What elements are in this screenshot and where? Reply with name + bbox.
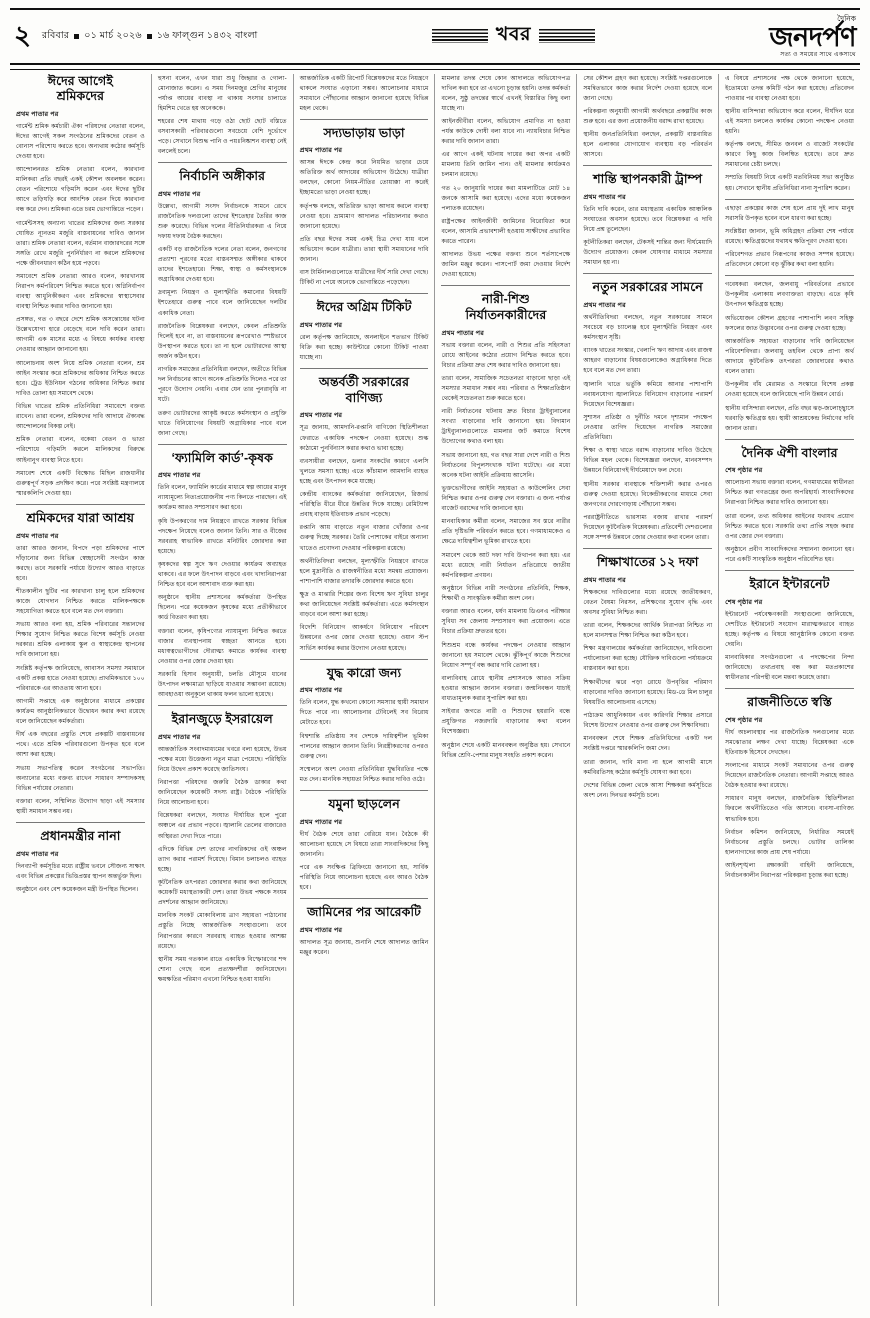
dateline-gregorian: ০১ মার্চ ২০২৬ — [84, 29, 142, 41]
article-divider — [441, 285, 570, 286]
article-divider — [158, 444, 287, 445]
article-divider — [300, 659, 429, 660]
article-paragraph: বিদেশি বিনিয়োগ আকর্ষণে বিনিয়োগ পরিবেশ উন্নয়নের ওপর জোর দেওয়া হয়েছে। ওয়ান স্টপ সার্ভিস কার্যকর করার উদ্যোগ নেওয়া হয়েছে। — [299, 624, 429, 652]
separator-square-icon — [147, 34, 152, 39]
article-paragraph: শ্রমিক নেতারা বলেন, বকেয়া বেতন ও ভাতা পরিশোধে গড়িমসি করলে মালিকদের বিরুদ্ধে আইনানুগ ব্যবস্থা নিতে হবে। — [16, 436, 145, 464]
article-divider — [583, 548, 712, 549]
article-kicker: প্রথম পাতার পর — [583, 193, 626, 201]
article-divider — [583, 273, 712, 274]
article-paragraph: আইনশৃঙ্খলা রক্ষাকারী বাহিনী জানিয়েছে, নির্বাচনকালীন নিরাপত্তা পরিকল্পনা চূড়ান্ত করা হচ্ছে। — [725, 862, 854, 880]
article-paragraph: আগামী সপ্তাহে এক অনুষ্ঠানের মাধ্যমে প্রকল্পের কার্যক্রম আনুষ্ঠানিকভাবে উদ্বোধন করার কথা রয়েছে বলে জানিয়েছেন কর্মকর্তারা। — [16, 697, 145, 726]
article-paragraph: নিরাপত্তা পরিষদের জরুরি বৈঠক ডাকার কথা জানিয়েছেন কয়েকটি সদস্য রাষ্ট্র। বৈঠকে পরিস্থিতি নিয়ে আলোচনা হবে। — [157, 779, 287, 807]
article-paragraph: নাগরিক সমাজের প্রতিনিধিরা বলছেন, অতীতে বিভিন্ন দল নির্বাচনের আগে অনেক প্রতিশ্রুতি দিলেও পরে তা পূরণে উদ্যোগ নেয়নি। এবার যেন তার পুনরাবৃত্তি না ঘটে। — [157, 366, 287, 404]
dateline-day: রবিবার — [41, 29, 70, 41]
article-kicker: শেষ পৃষ্ঠার পর — [725, 467, 763, 475]
rule-left-icon — [432, 29, 488, 43]
article-paragraph: সরকারি হিসাব অনুযায়ী, চলতি মৌসুমে ধানের উৎপাদন লক্ষ্যমাত্রা ছাড়িয়ে যাওয়ার সম্ভাবনা রয়েছে। আবহাওয়া অনুকূলে থাকায় ফলন ভালো হয়েছে। — [157, 671, 287, 699]
masthead-center — [257, 20, 769, 52]
article-headline[interactable]: শিক্ষাখাতের ১২ দফা — [597, 555, 699, 570]
article-paragraph: রাষ্ট্রপক্ষের আইনজীবী জামিনের বিরোধিতা করে বলেন, আসামি প্রভাবশালী হওয়ায় সাক্ষীদের প্রভাবিত করতে পারেন। — [441, 217, 571, 245]
article-paragraph: এদিকে বিভিন্ন দেশ তাদের নাগরিকদের ওই অঞ্চল ত্যাগ করার পরামর্শ দিয়েছে। বিমান চলাচলও ব্যাহত হচ্ছে। — [157, 845, 287, 873]
article-headline[interactable]: যুদ্ধ কারো জন্য — [326, 665, 402, 680]
article-kicker: প্রথম পাতার পর — [157, 733, 201, 741]
rule-right-icon — [539, 29, 595, 43]
article-divider — [16, 504, 145, 505]
article-paragraph: আইনজীবীরা বলেন, অভিযোগ প্রমাণিত না হওয়া পর্যন্ত কাউকে দোষী বলা যাবে না। ন্যায়বিচার নিশ্চিত করার দাবি জানান তারা। — [441, 117, 571, 145]
article-paragraph: প্রসঙ্গত, গত ৩ বছরে দেশে শ্রমিক অসন্তোষের ঘটনা উল্লেখযোগ্য হারে বেড়েছে বলে দাবি করেন তারা। আগামী এক মাসের মধ্যে এ বিষয়ে কার্যকর ব্যবস্থা নেওয়ার আহ্বান জানানো হয়। — [16, 316, 145, 354]
article-headline[interactable]: শান্তি স্থাপনকারী ট্রাম্প — [593, 172, 703, 187]
dateline — [42, 29, 258, 44]
article-paragraph: কেন্দ্রীয় ব্যাংকের কর্মকর্তারা জানিয়েছেন, রিজার্ভ পরিস্থিতি ধীরে ধীরে উন্নতির দিকে যাচ্ছে। রেমিট্যান্স প্রবাহ বাড়ায় ইতিবাচক প্রভাব পড়েছে। — [299, 491, 429, 519]
article-paragraph: শহরের শেষ মাথায় গড়ে ওঠা ছোট ছোট বস্তিতে বসবাসকারী পরিবারগুলো সবচেয়ে বেশি দুর্ভোগে পড়ে। সেখানে বিশুদ্ধ পানি ও পয়ঃনিষ্কাশন ব্যবস্থা নেই বললেই চলে। — [157, 117, 287, 156]
article-headline[interactable]: ইরানজুড়ে ইসরায়েল — [171, 712, 273, 727]
article-paragraph: বিশ্লেষকরা বলছেন, সংঘাত দীর্ঘায়িত হলে পুরো অঞ্চলে এর প্রভাব পড়বে। জ্বালানি তেলের বাজারেও অস্থিরতা দেখা দিতে পারে। — [157, 812, 287, 840]
article-headline[interactable]: রাজনীতিতে স্বস্তি — [747, 695, 832, 710]
article-paragraph: রেল কর্তৃপক্ষ জানিয়েছে, অনলাইনে শতভাগ টিকিট বিক্রি করা হচ্ছে। কাউন্টারে কোনো টিকিট পাওয়া যাচ্ছে না। — [299, 334, 429, 362]
article-paragraph: সাইবার জগতে নারী ও শিশুদের হয়রানি বন্ধে প্রযুক্তিগত নজরদারি বাড়ানোর কথা বলেন বিশেষজ্ঞরা। — [441, 708, 571, 736]
article-paragraph: গত ২০ জানুয়ারি দায়ের করা মামলাটিতে মোট ১৪ জনকে আসামি করা হয়েছে। এদের মধ্যে কয়েকজন পলাতক রয়েছেন। — [441, 184, 571, 212]
article-paragraph: সভায় সভাপতিত্ব করেন সংগঠনের সভাপতি। অন্যান্যের মধ্যে বক্তব্য রাখেন সাধারণ সম্পাদকসহ বিভিন্ন পর্যায়ের নেতারা। — [16, 764, 145, 792]
news-column — [10, 74, 151, 1306]
article-paragraph: অনুষ্ঠান শেষে একটি মানববন্ধন অনুষ্ঠিত হয়। সেখানে বিভিন্ন শ্রেণি-পেশার মানুষ সংহতি প্রকাশ করেন। — [441, 741, 571, 759]
article-paragraph: অনুষ্ঠানে প্রবীণ সাংবাদিকদের সম্মাননা জানানো হয়। পরে একটি সাংস্কৃতিক অনুষ্ঠান পরিবেশিত হয়। — [725, 545, 854, 563]
article-divider — [158, 705, 287, 706]
article-paragraph: হুসনা বলেন, এখন যারা শুধু জিহ্বার ও গোলা-মোনাজাত করেন। এ সময় দিনমজুর শ্রেণির মানুষের পর্যাপ্ত আয়ের ব্যবস্থা না থাকায় সংসার চালাতে হিমশিম খেতে হয় অনেককে। — [157, 74, 287, 112]
masthead-left — [14, 23, 257, 49]
article-paragraph: স্থানীয় সময় গতকাল রাতে একাধিক বিস্ফোরণের শব্দ শোনা গেছে বলে প্রত্যক্ষদর্শীরা জানিয়েছেন। ক্ষয়ক্ষতির পরিমাণ এখনো নিশ্চিত হওয়া যায়নি। — [157, 955, 287, 983]
article-paragraph: তিনি দাবি করেন, তার মধ্যস্থতায় একাধিক আঞ্চলিক সংঘাতের অবসান হয়েছে। তবে বিশ্লেষকরা এ দাবি নিয়ে প্রশ্ন তুলেছেন। — [583, 205, 713, 233]
news-column — [434, 74, 576, 1306]
article-paragraph: সংশ্লিষ্টরা জানান, ভূমি অধিগ্রহণ প্রক্রিয়া শেষ পর্যায়ে রয়েছে। ক্ষতিগ্রস্তদের যথাযথ ক্ষতিপূরণ দেওয়া হবে। — [725, 227, 854, 245]
dateline-bengali: ১৬ ফাল্গুন ১৪৩২ বাংলা — [156, 29, 258, 41]
article-divider — [725, 199, 854, 200]
article-paragraph: দিনব্যাপী কর্মসূচির মধ্যে রাষ্ট্রীয় ভবনে সৌজন্য সাক্ষাৎ এবং বিভিন্ন প্রকল্পের ভিত্তিপ্রস্তর স্থাপন অন্তর্ভুক্ত ছিল। — [16, 862, 145, 880]
article-paragraph: রপ্তানি আয় বাড়াতে নতুন বাজার খোঁজার ওপর গুরুত্ব দিচ্ছে সরকার। তৈরি পোশাকের বাইরে অন্যান্য খাতেও প্রণোদনা দেওয়ার পরিকল্পনা রয়েছে। — [299, 524, 429, 552]
article-paragraph: সমাবেশ থেকে আট দফা দাবি উত্থাপন করা হয়। এর মধ্যে রয়েছে নারী নির্যাতন প্রতিরোধে জাতীয় কর্মপরিকল্পনা প্রণয়ন। — [441, 551, 571, 579]
article-headline[interactable]: ‘ফ্যামিলি কার্ড’-কৃষক — [171, 450, 273, 465]
article-paragraph: এর আগে একই ঘটনায় দায়ের করা অপর একটি মামলায় তিনি জামিন পান। ওই মামলার কার্যক্রমও চলমান রয়েছে। — [441, 151, 571, 179]
article-divider — [725, 570, 854, 571]
article-headline[interactable]: দৈনিক ঐশী বাংলার — [741, 445, 838, 460]
article-paragraph: কর্তৃপক্ষ বলছে, অতিরিক্ত ভাড়া আদায় করলে ব্যবস্থা নেওয়া হবে। ভ্রাম্যমাণ আদালত পরিচালনার কথাও জানানো হয়েছে। — [299, 202, 429, 230]
article-paragraph: অনুষ্ঠানে এবং বেশ কয়েকজন মন্ত্রী উপস্থিত ছিলেন। — [16, 885, 139, 893]
article-paragraph: শীতকালীন ছুটির পর কারখানা চালু হলে শ্রমিকদের কাজে যোগদান নিশ্চিত করতে মালিকপক্ষকে সহযোগিতা করতে হবে বলে মত দেন বক্তারা। — [16, 587, 145, 615]
article-paragraph: সুশাসন প্রতিষ্ঠা ও দুর্নীতি দমনে দৃশ্যমান পদক্ষেপ নেওয়ার তাগিদ দিয়েছেন নাগরিক সমাজের প্রতিনিধিরা। — [583, 413, 713, 442]
masthead — [10, 8, 860, 65]
article-paragraph: প্রতি বছর ঈদের সময় একই চিত্র দেখা যায় বলে অভিযোগ করেন যাত্রীরা। তারা স্থায়ী সমাধানের দাবি জানান। — [299, 236, 429, 264]
article-paragraph: অভিযোজন কৌশল গ্রহণের পাশাপাশি লবণ সহিষ্ণু ফসলের জাত উদ্ভাবনের ওপর গুরুত্ব দেওয়া হচ্ছে। — [725, 314, 854, 332]
article-paragraph: একটি বড় রাজনৈতিক দলের নেতা বলেন, জনগণের প্রত্যাশা পূরণের মতো বাস্তবসম্মত অঙ্গীকার থাকবে তাদের ইশতেহারে। শিক্ষা, স্বাস্থ্য ও কর্মসংস্থানকে অগ্রাধিকার দেওয়া হবে। — [157, 246, 287, 284]
article-paragraph: তিনি বলেন, যুদ্ধ কখনো কোনো সমস্যার স্থায়ী সমাধান দিতে পারে না। আলোচনার টেবিলেই সব বিরোধ মেটাতে হবে। — [299, 699, 429, 727]
article-paragraph: সভায় আরও বলা হয়, শ্রমিক পরিবারের সন্তানদের শিক্ষার সুযোগ নিশ্চিত করতে বিশেষ কর্মসূচি নেওয়া দরকার। শ্রমিক এলাকায় স্কুল ও স্বাস্থ্যকেন্দ্র স্থাপনের দাবি জানানো হয়। — [16, 621, 145, 659]
article-paragraph: শিক্ষার্থীদের ঝরে পড়া রোধে উপবৃত্তির পরিমাণ বাড়ানোর দাবিও জানানো হয়েছে। মিড-ডে মিল চালুর বিষয়টিও আলোচনায় এসেছে। — [583, 678, 713, 706]
article-paragraph: মানবিক সংকট মোকাবিলায় ত্রাণ সহায়তা পাঠানোর প্রস্তুতি নিচ্ছে আন্তর্জাতিক সংস্থাগুলো। তবে নিরাপত্তার কারণে সরবরাহ ব্যাহত হওয়ার আশঙ্কা রয়েছে। — [157, 912, 287, 950]
article-paragraph: ব্যাংক খাতের সংস্কার, খেলাপি ঋণ আদায় এবং রাজস্ব আহরণ বাড়ানোর বিষয়গুলোকেও অগ্রাধিকার দিতে হবে বলে মত দেন তারা। — [583, 347, 713, 375]
article-paragraph: স্থানীয় বাসিন্দারা বলছেন, প্রতি বছর ঝড়-জলোচ্ছ্বাসে ঘরবাড়ি ক্ষতিগ্রস্ত হয়। স্থায়ী আশ্রয়কেন্দ্র নির্মাণের দাবি জানান তারা। — [725, 404, 854, 432]
masthead-right — [769, 15, 856, 58]
article-headline[interactable]: জামিনের পর আরেকটি — [307, 905, 421, 920]
article-kicker: প্রথম পাতার পর — [157, 190, 201, 198]
section-title: খবর — [495, 24, 531, 46]
article-paragraph: কর্তৃপক্ষ বলছে, সীমিত জনবল ও বাজেট সংকটের কারণে কিছু কাজ বিলম্বিত হয়েছে। তবে দ্রুত সমাধানের চেষ্টা চলছে। — [725, 141, 854, 169]
article-divider — [725, 439, 854, 440]
article-paragraph: বক্তারা বলেন, কৃষিপণ্যের ন্যায্যমূল্য নিশ্চিত করতে বাজার ব্যবস্থাপনায় স্বচ্ছতা আনতে হবে। মধ্যস্বত্বভোগীদের দৌরাত্ম্য কমাতে কার্যকর ব্যবস্থা নেওয়ার ওপর জোর দেওয়া হয়। — [157, 627, 287, 665]
article-divider — [583, 165, 712, 166]
column-container — [10, 69, 860, 1306]
article-paragraph: ইন্টারনেট পর্যবেক্ষণকারী সংস্থাগুলো জানিয়েছে, দেশটিতে ইন্টারনেট সংযোগ মারাত্মকভাবে ব্যাহত হচ্ছে। কর্তৃপক্ষ এ বিষয়ে আনুষ্ঠানিক কোনো বক্তব্য দেয়নি। — [725, 610, 854, 648]
article-kicker: প্রথম পাতার পর — [299, 926, 343, 934]
article-paragraph: তারা জানান, দাবি মানা না হলে আগামী মাসে কর্মবিরতিসহ কঠোর কর্মসূচি ঘোষণা করা হবে। — [583, 758, 713, 776]
article-paragraph: পাঠ্যক্রম আধুনিকায়ন এবং কারিগরি শিক্ষার প্রসারে বিশেষ উদ্যোগ নেওয়ার ওপর গুরুত্ব দেন শিক্ষাবিদরা। — [583, 711, 713, 730]
article-paragraph: পরে এক সংক্ষিপ্ত ব্রিফিংয়ে জানানো হয়, সার্বিক পরিস্থিতি নিয়ে আলোচনা হয়েছে এবং আরও বৈঠক হবে। — [299, 863, 429, 891]
article-headline[interactable]: সদ্যভাড়ায় ভাড়া — [323, 125, 405, 140]
separator-square-icon — [74, 34, 79, 39]
article-headline[interactable]: প্রধানমন্ত্রীর নানা — [40, 829, 121, 843]
article-divider — [725, 688, 854, 689]
article-paragraph: এ বিষয়ে প্রশাসনের পক্ষ থেকে জানানো হয়েছে, ইতোমধ্যে তদন্ত কমিটি গঠন করা হয়েছে। প্রতিবেদন পাওয়ার পর ব্যবস্থা নেওয়া হবে। — [725, 74, 854, 102]
article-paragraph: উল্লেখ্য, আগামী সংসদ নির্বাচনকে সামনে রেখে রাজনৈতিক দলগুলো তাদের ইশতেহার তৈরির কাজ শুরু করেছে। বিভিন্ন দলের নীতিনির্ধারকরা এ নিয়ে দফায় দফায় বৈঠক করছেন। — [157, 202, 287, 240]
article-paragraph: উপকূলীয় বাঁধ মেরামত ও সংস্কারে বিশেষ প্রকল্প নেওয়া হয়েছে বলে জানিয়েছে পানি উন্নয়ন বোর্ড। — [725, 381, 854, 399]
article-paragraph: আন্তর্জাতিক সহায়তা বাড়ানোর দাবি জানিয়েছেন পরিবেশবিদরা। জলবায়ু তহবিল থেকে প্রাপ্য অর্থ আদায়ে কূটনৈতিক তৎপরতা জোরদারের কথাও বলেন তারা। — [725, 337, 854, 375]
article-paragraph: দীর্ঘ বৈঠক শেষে তারা বেরিয়ে যান। বৈঠকে কী আলোচনা হয়েছে সে বিষয়ে তারা সাংবাদিকদের কিছু জানাননি। — [299, 830, 429, 858]
article-paragraph: ব্যবসায়ীরা বলছেন, ডলার সংকটের কারণে এলসি খুলতে সমস্যা হচ্ছে। এতে কাঁচামাল আমদানি ব্যাহত হচ্ছে এবং উৎপাদন কমে যাচ্ছে। — [299, 457, 429, 485]
article-paragraph: তিনি বলেন, ফ্যামিলি কার্ডের মাধ্যমে স্বল্প আয়ের মানুষ ন্যায্যমূল্যে নিত্যপ্রয়োজনীয় পণ্য কিনতে পারছেন। এই কার্যক্রম আরও সম্প্রসারণ করা হবে। — [157, 484, 287, 512]
article-kicker: প্রথম পাতার পর — [157, 472, 201, 480]
article-paragraph: অর্থনীতিবিদরা বলছেন, মূল্যস্ফীতি নিয়ন্ত্রণে রাখতে হলে মুদ্রানীতি ও রাজস্বনীতির মধ্যে সমন্বয় প্রয়োজন। পাশাপাশি বাজার তদারকি জোরদার করতে হবে। — [299, 557, 429, 585]
article-paragraph: কূটনৈতিক তৎপরতা জোরদার করার কথা জানিয়েছে কয়েকটি মধ্যস্থতাকারী দেশ। তারা উভয় পক্ষকে সংযম প্রদর্শনের আহ্বান জানিয়েছে। — [157, 879, 287, 907]
article-kicker: প্রথম পাতার পর — [16, 532, 59, 540]
article-kicker: প্রথম পাতার পর — [16, 850, 59, 858]
article-headline[interactable]: ইরানে ইন্টারনেট — [749, 577, 830, 592]
article-paragraph: বাস টার্মিনালগুলোতে যাত্রীদের দীর্ঘ সারি দেখা গেছে। টিকিট না পেয়ে অনেকে ভোগান্তিতে পড়েছেন। — [299, 269, 429, 287]
article-paragraph: পরিবেশগত প্রভাব নিরূপণের কাজও সম্পন্ন হয়েছে। প্রতিবেদনে কোনো বড় ঝুঁকির কথা বলা হয়নি। — [725, 251, 854, 269]
article-paragraph: ক্ষুদ্র ও মাঝারি শিল্পের জন্য বিশেষ ঋণ সুবিধা চালুর কথা জানিয়েছেন সংশ্লিষ্ট কর্মকর্তারা। এতে কর্মসংস্থান বাড়বে বলে আশা করা হচ্ছে। — [299, 591, 429, 619]
article-paragraph: কূটনীতিকরা বলছেন, টেকসই শান্তির জন্য দীর্ঘমেয়াদি উদ্যোগ প্রয়োজন। কেবল ঘোষণার মাধ্যমে সমস্যার সমাধান হয় না। — [583, 239, 713, 267]
article-paragraph: আদালত সূত্র জানায়, শুনানি শেষে আদালত জামিন মঞ্জুর করেন। — [299, 938, 429, 956]
article-paragraph: বাল্যবিবাহ রোধে স্থানীয় প্রশাসনকে আরও সক্রিয় হওয়ার আহ্বান জানান বক্তারা। জন্মনিবন্ধন যাচাই বাধ্যতামূলক করার সুপারিশ করা হয়। — [441, 674, 571, 702]
article-kicker: প্রথম পাতার পর — [299, 818, 343, 826]
article-paragraph: শিক্ষা ও স্বাস্থ্য খাতে বরাদ্দ বাড়ানোর দাবিও উঠেছে বিভিন্ন মহল থেকে। বিশেষজ্ঞরা বলছেন, মানবসম্পদ উন্নয়নে বিনিয়োগই দীর্ঘমেয়াদে ফল দেবে। — [583, 447, 713, 475]
article-paragraph: কৃষি উপকরণের দাম নিয়ন্ত্রণে রাখতে সরকার বিভিন্ন পদক্ষেপ নিয়েছে বলেও জানান তিনি। সার ও বীজের সরবরাহ স্বাভাবিক রাখতে মনিটরিং জোরদার করা হয়েছে। — [157, 517, 287, 555]
article-paragraph: তারা আরও জানান, বিপদে পড়া শ্রমিকদের পাশে দাঁড়ানোর জন্য বিভিন্ন স্বেচ্ছাসেবী সংগঠন কাজ করছে। তবে সরকারি পর্যায়ে উদ্যোগ আরও বাড়াতে হবে। — [16, 544, 145, 582]
article-paragraph: বক্তারা বলেন, সম্মিলিত উদ্যোগ ছাড়া এই সমস্যার স্থায়ী সমাধান সম্ভব নয়। — [16, 797, 145, 815]
article-paragraph: সের কৌশল গ্রহণ করা হয়েছে। সংশ্লিষ্ট দপ্তরগুলোকে সমন্বিতভাবে কাজ করার নির্দেশ দেওয়া হয়েছে বলে জানা গেছে। — [583, 74, 713, 102]
article-paragraph: এছাড়া প্রকল্পের কাজ শেষ হলে প্রায় দুই লাখ মানুষ সরাসরি উপকৃত হবেন বলে ধারণা করা হচ্ছে। — [725, 204, 854, 222]
article-headline[interactable]: ঈদের আগেই শ্রমিকদের — [47, 73, 113, 104]
article-kicker: প্রথম পাতার পর — [16, 110, 59, 118]
article-paragraph: অর্থনীতিবিদরা বলছেন, নতুন সরকারের সামনে সবচেয়ে বড় চ্যালেঞ্জ হবে মূল্যস্ফীতি নিয়ন্ত্রণ এবং কর্মসংস্থান সৃষ্টি। — [583, 313, 713, 342]
news-column — [151, 74, 293, 1306]
article-paragraph: গার্মেন্ট শ্রমিক কর্মচারী ঐক্য পরিষদের নেতারা বলেন, ঈদের আগেই সকল সংগঠনের শ্রমিকদের বেতন ও বোনাস পরিশোধ করতে হবে। অন্যথায় কঠোর কর্মসূচি দেওয়া হবে। — [16, 122, 145, 160]
article-paragraph: আলোচনা সভায় বক্তারা বলেন, গণমাধ্যমের স্বাধীনতা নিশ্চিত করা গণতন্ত্রের জন্য অপরিহার্য। সাংবাদিকদের নিরাপত্তা নিশ্চিত করার দাবিও জানানো হয়। — [725, 479, 854, 507]
article-paragraph: আদালত উভয় পক্ষের বক্তব্য শুনে শর্তসাপেক্ষে জামিন মঞ্জুর করেন। পাসপোর্ট জমা দেওয়ার নির্দেশ দেওয়া হয়েছে। — [441, 251, 571, 279]
article-paragraph: সমাবেশে শ্রমিক নেতারা আরও বলেন, কারখানায় নিরাপদ কর্মপরিবেশ নিশ্চিত করতে হবে। অগ্নিনির্বাপণ ব্যবস্থা আধুনিকীকরণ এবং শ্রমিকদের স্বাস্থ্যসেবার ব্যবস্থা নিশ্চিত করার দাবিও জানানো হয়। — [16, 272, 145, 311]
article-paragraph: পরিকল্পনা অনুযায়ী আগামী অর্থবছরে প্রকল্পটির কাজ শুরু হবে। এর জন্য প্রয়োজনীয় বরাদ্দ রাখা হয়েছে। — [583, 107, 713, 125]
article-paragraph: সমাবেশ শেষে একটি বিক্ষোভ মিছিল রাজধানীর গুরুত্বপূর্ণ সড়ক প্রদক্ষিণ করে। পরে সংশ্লিষ্ট মন্ত্রণালয়ে স্মারকলিপি দেওয়া হয়। — [16, 469, 145, 497]
page-number: ২ — [14, 21, 31, 51]
article-paragraph: স্থানীয় বাসিন্দারা অভিযোগ করে বলেন, দীর্ঘদিন ধরে এই সমস্যা চললেও কার্যকর কোনো পদক্ষেপ নেওয়া হয়নি। — [725, 107, 854, 135]
article-paragraph: জ্বালানি খাতে ভর্তুকি কমিয়ে আনার পাশাপাশি নবায়নযোগ্য জ্বালানিতে বিনিয়োগ বাড়ানোর পরামর্শ দিয়েছেন বিশেষজ্ঞরা। — [583, 380, 713, 408]
article-paragraph: গার্মেন্টসসহ অন্যান্য খাতের শ্রমিকদের জন্য সরকার ঘোষিত ন্যূনতম মজুরি বাস্তবায়নের দাবিও জানান তারা। শ্রমিক নেতারা বলেন, বর্তমান বাজারদরের সঙ্গে সঙ্গতি রেখে মজুরি পুনর্নির্ধারণ না করলে শ্রমিকদের পক্ষে জীবনধারণ কঠিন হয়ে পড়বে। — [16, 219, 145, 267]
article-headline[interactable]: নির্বাচনি অঙ্গীকার — [179, 169, 266, 184]
article-paragraph: সম্প্রতি বিষয়টি নিয়ে একটি মতবিনিময় সভা অনুষ্ঠিত হয়। সেখানে স্থানীয় প্রতিনিধিরা নানা সুপারিশ করেন। — [725, 174, 854, 192]
article-divider — [300, 293, 429, 294]
news-column — [576, 74, 718, 1306]
article-paragraph: সাধারণ মানুষ বলছেন, রাজনৈতিক স্থিতিশীলতা ফিরলে অর্থনীতিতেও গতি আসবে। ব্যবসা-বাণিজ্য স্বাভাবিক হবে। — [725, 795, 854, 823]
article-paragraph: তারা বলেন, সামাজিক সচেতনতা বাড়ানো ছাড়া এই সমস্যার সমাধান সম্ভব নয়। পরিবার ও শিক্ষাপ্রতিষ্ঠান থেকেই সচেতনতা শুরু করতে হবে। — [441, 374, 571, 402]
article-headline[interactable]: ঈদের অগ্রিম টিকিট — [316, 300, 412, 315]
article-divider — [725, 275, 854, 276]
article-paragraph: আসন্ন ঈদকে কেন্দ্র করে নিয়মিত ভাড়ার চেয়ে অতিরিক্ত অর্থ আদায়ের অভিযোগ উঠেছে। যাত্রীরা বলছেন, কোনো নিয়ম-নীতির তোয়াক্কা না করেই ইচ্ছামতো ভাড়া নেওয়া হচ্ছে। — [299, 159, 429, 197]
article-paragraph: মানবাধিকার কর্মীরা বলেন, সমাজের সব স্তরে নারীর প্রতি দৃষ্টিভঙ্গি পরিবর্তন করতে হবে। গণমাধ্যমকেও এ ক্ষেত্রে দায়িত্বশীল ভূমিকা রাখতে হবে। — [441, 518, 571, 546]
article-paragraph: সভায় বক্তারা বলেন, নারী ও শিশুর প্রতি সহিংসতা রোধে আইনের কঠোর প্রয়োগ নিশ্চিত করতে হবে। বিচার প্রক্রিয়া দ্রুত শেষ করার দাবিও জানানো হয়। — [441, 341, 571, 369]
article-kicker: প্রথম পাতার পর — [299, 147, 343, 155]
article-headline[interactable]: শ্রমিকদের যারা আশ্রয় — [26, 510, 135, 525]
article-paragraph: শিশুশ্রম বন্ধে কার্যকর পদক্ষেপ নেওয়ার আহ্বান জানানো হয় সমাবেশ থেকে। ঝুঁকিপূর্ণ কাজে শিশুদের নিয়োগ সম্পূর্ণ বন্ধ করার দাবি তোলা হয়। — [441, 641, 571, 669]
newspaper-logo: জনদর্পণ — [769, 21, 856, 52]
article-headline[interactable]: নতুন সরকারের সামনে — [592, 280, 703, 295]
article-paragraph: আন্তর্জাতিক একটি রিপোর্ট বিশ্লেষকদের মতে নিয়ন্ত্রণে থাকলে সংঘাত এড়ানো সম্ভব। আলোচনার মাধ্যমে সমাধানে পৌঁছানোর আহ্বান জানানো হয়েছে বিভিন্ন মহল থেকে। — [299, 74, 429, 112]
article-kicker: প্রথম পাতার পর — [299, 412, 343, 420]
article-headline[interactable]: যমুনা ছাড়লেন — [328, 796, 400, 811]
logo-tagline: সত্য ও সময়ের সাথে একসাথে — [780, 51, 856, 58]
article-paragraph: সংলাপের মাধ্যমে সংকট সমাধানের ওপর গুরুত্ব দিয়েছেন রাজনৈতিক নেতারা। আগামী সপ্তাহে আরও বৈঠক হওয়ার কথা রয়েছে। — [725, 762, 854, 790]
article-paragraph: মানববন্ধন শেষে শিক্ষক প্রতিনিধিদের একটি দল সংশ্লিষ্ট দপ্তরে স্মারকলিপি জমা দেন। — [583, 735, 713, 753]
article-divider — [300, 898, 429, 899]
article-paragraph: তারা বলেন, শিক্ষকদের আর্থিক নিরাপত্তা নিশ্চিত না হলে মানসম্মত শিক্ষা নিশ্চিত করা কঠিন হবে। — [583, 622, 713, 640]
article-paragraph: বিভিন্ন খাতের শ্রমিক প্রতিনিধিরা সমাবেশে বক্তব্য রাখেন। তারা বলেন, শ্রমিকদের দাবি আদায়ে ঐক্যবদ্ধ আন্দোলনের বিকল্প নেই। — [16, 403, 145, 431]
article-paragraph: আলোচনায় অংশ নিয়ে শ্রমিক নেতারা বলেন, শ্রম আইন সংস্কার করে শ্রমিকদের অধিকার নিশ্চিত করতে হবে। ট্রেড ইউনিয়ন গঠনের অধিকার নিশ্চিত করার দাবিও তোলা হয় সমাবেশ থেকে। — [16, 359, 145, 397]
article-paragraph: গবেষকরা বলছেন, জলবায়ু পরিবর্তনের প্রভাবে উপকূলীয় এলাকায় লবণাক্ততা বাড়ছে। এতে কৃষি উৎপাদন ক্ষতিগ্রস্ত হচ্ছে। — [725, 281, 854, 309]
article-paragraph: মানবাধিকার সংগঠনগুলো এ পদক্ষেপের নিন্দা জানিয়েছে। তথ্যপ্রবাহ বন্ধ করা মতপ্রকাশের স্বাধীনতার পরিপন্থী বলে মন্তব্য করেছে তারা। — [725, 654, 854, 682]
article-paragraph: সূত্র জানায়, আমদানি-রপ্তানি বাণিজ্যে স্থিতিশীলতা ফেরাতে একাধিক পদক্ষেপ নেওয়া হয়েছে। শুল্ক কাঠামো পুনর্বিন্যাস করার কথাও ভাবা হচ্ছে। — [299, 424, 429, 452]
article-paragraph: রাজনৈতিক বিশ্লেষকরা বলছেন, কেবল প্রতিশ্রুতি দিলেই হবে না, তা বাস্তবায়নের রূপরেখাও স্পষ্টভাবে উপস্থাপন করতে হবে। তা না হলে ভোটারদের আস্থা অর্জন কঠিন হবে। — [157, 322, 287, 360]
article-paragraph: দেশের বিভিন্ন জেলা থেকে আসা শিক্ষকরা কর্মসূচিতে অংশ নেন। দিনভর কর্মসূচি চলে। — [583, 781, 713, 799]
article-paragraph: আন্তর্জাতিক সংবাদমাধ্যমের খবরে বলা হয়েছে, উভয় পক্ষের মধ্যে উত্তেজনা নতুন মাত্রা পেয়েছে। পরিস্থিতি নিয়ে উদ্বেগ প্রকাশ করেছে জাতিসংঘ। — [157, 745, 287, 773]
article-paragraph: দ্রব্যমূল্য নিয়ন্ত্রণ ও মূল্যস্ফীতি কমানোর বিষয়টি ইশতেহারে গুরুত্ব পাবে বলে জানিয়েছেন দলটির একাধিক নেতা। — [157, 289, 287, 317]
article-paragraph: সভায় জানানো হয়, গত বছর সারা দেশে নারী ও শিশু নির্যাতনের বিপুলসংখ্যক ঘটনা ঘটেছে। এর মধ্যে অনেক ঘটনা আইনি প্রক্রিয়ায় আসেনি। — [441, 451, 571, 479]
logo-small-label: দৈনিক — [837, 14, 856, 23]
article-paragraph: অনুষ্ঠানে স্থানীয় প্রশাসনের কর্মকর্তারা উপস্থিত ছিলেন। পরে কয়েকজন কৃষকের মধ্যে প্রতীকীভাবে কার্ড বিতরণ করা হয়। — [157, 594, 287, 622]
article-paragraph: কৃষকদের স্বল্প সুদে ঋণ দেওয়ার কার্যক্রম অব্যাহত থাকবে। এর ফলে উৎপাদন বাড়বে এবং খাদ্যনিরাপত্তা নিশ্চিত হবে বলে আশাবাদ ব্যক্ত করা হয়। — [157, 560, 287, 589]
article-kicker: শেষ পৃষ্ঠার পর — [725, 598, 763, 606]
article-paragraph: নারী নির্যাতনের ঘটনায় দ্রুত বিচার ট্রাইব্যুনালের সংখ্যা বাড়ানোর দাবি জানানো হয়। বিদ্যমান ট্রাইব্যুনালগুলোতে মামলার জট কমাতে বিশেষ উদ্যোগের কথাও বলা হয়। — [441, 408, 571, 446]
article-kicker: প্রথম পাতার পর — [583, 301, 626, 309]
article-paragraph: মামলার তদন্ত শেষে কোন আদালতে অভিযোগপত্র দাখিল করা হবে তা এখনো চূড়ান্ত হয়নি। তদন্ত কর্মকর্তা বলেন, সুষ্ঠু তদন্তের স্বার্থে এখনই বিস্তারিত কিছু বলা যাচ্ছে না। — [441, 74, 571, 112]
article-paragraph: দীর্ঘ এক বছরের প্রস্তুতি শেষে প্রকল্পটি বাস্তবায়নের পথে। এতে শ্রমিক পরিবারগুলো উপকৃত হবে বলে আশা করা হচ্ছে। — [16, 731, 145, 759]
article-divider — [158, 162, 287, 163]
article-paragraph: স্থানীয় জনপ্রতিনিধিরা বলছেন, প্রকল্পটি বাস্তবায়িত হলে এলাকার যোগাযোগ ব্যবস্থায় বড় পরিবর্তন আসবে। — [583, 131, 713, 159]
article-paragraph: বিশ্বশান্তি প্রতিষ্ঠায় সব দেশকে দায়িত্বশীল ভূমিকা পালনের আহ্বান জানান তিনি। নিরস্ত্রীকরণের ওপরও গুরুত্ব দেন। — [299, 732, 429, 760]
article-paragraph: পররাষ্ট্রনীতিতে ভারসাম্য বজায় রাখার পরামর্শ দিয়েছেন কূটনৈতিক বিশ্লেষকরা। প্রতিবেশী দেশগুলোর সঙ্গে সম্পর্ক উন্নয়নে জোর দেওয়ার কথা বলেন তারা। — [583, 513, 713, 542]
article-paragraph: দীর্ঘ অচলাবস্থার পর রাজনৈতিক দলগুলোর মধ্যে সমঝোতার লক্ষণ দেখা যাচ্ছে। বিশ্লেষকরা একে ইতিবাচক হিসেবে দেখছেন। — [725, 728, 854, 756]
article-paragraph: অনুষ্ঠানে বিভিন্ন নারী সংগঠনের প্রতিনিধি, শিক্ষক, শিক্ষার্থী ও সাংস্কৃতিক কর্মীরা অংশ নেন। — [441, 584, 571, 602]
article-kicker: প্রথম পাতার পর — [441, 329, 484, 337]
article-paragraph: নির্বাচন কমিশন জানিয়েছে, নির্ধারিত সময়েই নির্বাচনের প্রস্তুতি চলছে। ভোটার তালিকা হালনাগাদের কাজ প্রায় শেষ পর্যায়ে। — [725, 828, 854, 856]
article-paragraph: স্থানীয় সরকার ব্যবস্থাকে শক্তিশালী করার ওপরও গুরুত্ব দেওয়া হয়েছে। বিকেন্দ্রীকরণের মাধ্যমে সেবা জনগণের দোরগোড়ায় পৌঁছানো সম্ভব। — [583, 480, 713, 508]
news-column — [293, 74, 435, 1306]
article-paragraph: সম্মেলনে অংশ নেওয়া প্রতিনিধিরা যুদ্ধবিরতির পক্ষে মত দেন। মানবিক সহায়তা নিশ্চিত করার দাবিও ওঠে। — [299, 765, 429, 783]
article-paragraph: আন্দোলনরত শ্রমিক নেতারা বলেন, কারখানা মালিকরা প্রতি বছরই একই কৌশল অবলম্বন করেন। বেতন পরিশোধে গড়িমসি করেন এবং ঈদের ছুটির আগে তড়িঘড়ি করে আংশিক বেতন দিয়ে কারখানা বন্ধ করে দেন। শ্রমিকরা এতে চরম ভোগান্তিতে পড়েন। — [16, 166, 145, 214]
article-paragraph: তরুণ ভোটারদের আকৃষ্ট করতে কর্মসংস্থান ও প্রযুক্তি খাতে বিনিয়োগের বিষয়টি অগ্রাধিকার পাবে বলে জানা গেছে। — [157, 409, 287, 437]
article-divider — [16, 822, 145, 823]
article-kicker: প্রথম পাতার পর — [583, 576, 626, 584]
article-paragraph: শিক্ষকদের দাবিগুলোর মধ্যে রয়েছে জাতীয়করণ, বেতন বৈষম্য নিরসন, প্রশিক্ষণের সুযোগ বৃদ্ধি এবং অবসর সুবিধা নিশ্চিত করা। — [583, 588, 713, 616]
article-paragraph: ভুক্তভোগীদের আইনি সহায়তা ও কাউন্সেলিং সেবা নিশ্চিত করার ওপর গুরুত্ব দেন বক্তারা। এ জন্য পর্যাপ্ত বাজেট বরাদ্দের দাবি জানানো হয়। — [441, 484, 571, 513]
article-divider — [300, 368, 429, 369]
article-divider — [300, 790, 429, 791]
article-paragraph: তারা বলেন, তথ্য অধিকার আইনের যথাযথ প্রয়োগ নিশ্চিত করতে হবে। সরকারি তথ্য প্রাপ্তি সহজ করার ওপর জোর দেন বক্তারা। — [725, 512, 854, 540]
article-paragraph: শিক্ষা মন্ত্রণালয়ের কর্মকর্তারা জানিয়েছেন, দাবিগুলো পর্যালোচনা করা হচ্ছে। যৌক্তিক দাবিগুলো পর্যায়ক্রমে বাস্তবায়ন করা হবে। — [583, 645, 713, 673]
article-divider — [300, 119, 429, 120]
article-kicker: প্রথম পাতার পর — [299, 322, 343, 330]
article-kicker: প্রথম পাতার পর — [299, 687, 343, 695]
article-headline[interactable]: নারী-শিশু নির্যাতনকারীদের — [465, 292, 547, 322]
article-kicker: শেষ পৃষ্ঠার পর — [725, 716, 763, 724]
article-paragraph: বক্তারা আরও বলেন, ধর্ষণ মামলায় ডিএনএ পরীক্ষার সুবিধা সব জেলায় সম্প্রসারণ করা প্রয়োজন। এতে বিচার প্রক্রিয়া দ্রুততর হবে। — [441, 608, 571, 636]
article-paragraph: সংশ্লিষ্ট কর্তৃপক্ষ জানিয়েছে, আবাসন সমস্যা সমাধানে একটি প্রকল্প হাতে নেওয়া হয়েছে। প্রাথমিকভাবে ১০০ পরিবারকে এর আওতায় আনা হবে। — [16, 664, 145, 692]
news-column — [718, 74, 860, 1306]
article-headline[interactable]: অন্তর্বর্তী সরকারের বাণিজ্য — [319, 375, 410, 405]
